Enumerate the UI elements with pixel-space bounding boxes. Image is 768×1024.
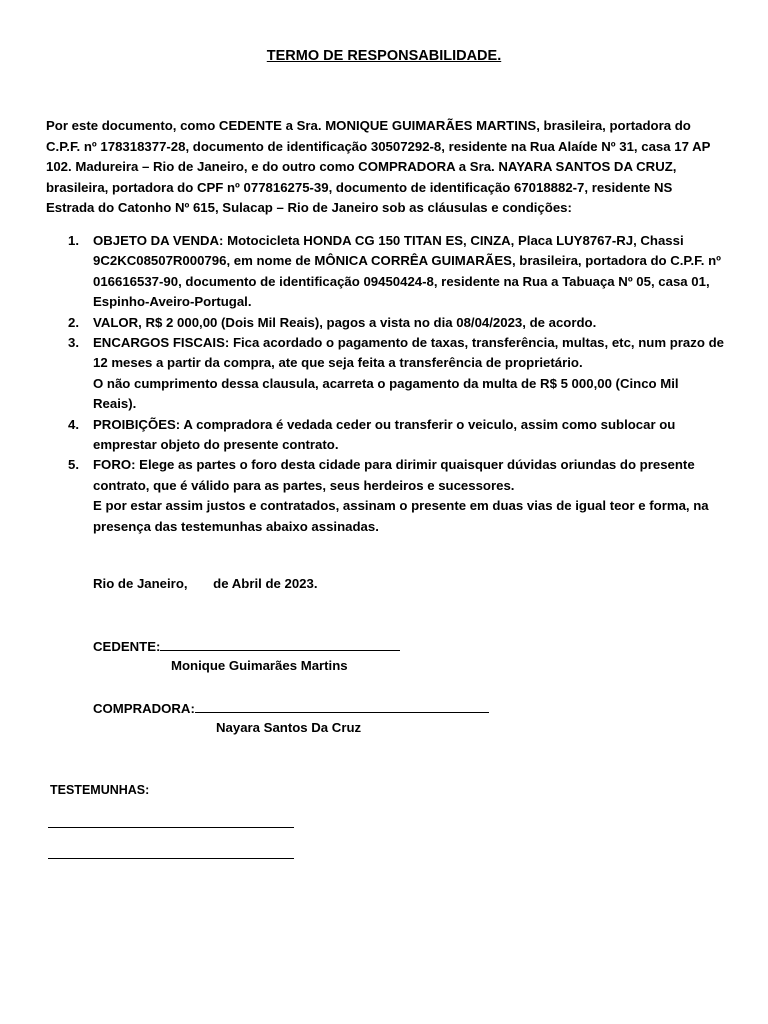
clauses-list	[46, 231, 724, 537]
clause-5	[46, 455, 724, 537]
clause-4	[46, 415, 724, 456]
clause-extra-text: O não cumprimento dessa clausula, acarreta o pagamento da multa de R$ 5 000,00 (Cinco Mil Reais).	[93, 375, 679, 412]
witnesses-label: TESTEMUNHAS:	[50, 783, 150, 797]
cedente-name: Monique Guimarães Martins	[171, 658, 348, 673]
signature-rule	[195, 700, 489, 713]
clause-text: ENCARGOS FISCAIS: Fica acordado o pagamento de taxas, transferência, multas, etc, num prazo de 12 meses a partir da compra, ate que seja feita a transferência de proprietário.	[93, 335, 724, 371]
cedente-signature-line	[93, 638, 400, 654]
witness-signature-line-2	[48, 857, 294, 859]
clause-text: OBJETO DA VENDA: Motocicleta HONDA CG 150 TITAN ES, CINZA, Placa LUY8767-RJ, Chassi 9C2KC08507R000796, em nome de MÔNICA CORRÊA GUIMARÃES, brasileira, portadora do C.P.F. nº 016616537-90, documento de identificação 09450424-8, residente na Rua a Tabuaça Nº 05, casa 01, Espinho-Aveiro-Portugal.	[93, 233, 721, 310]
place-and-date: Rio de Janeiro, de Abril de 2023.	[93, 576, 318, 591]
witness-signature-line-1	[48, 826, 294, 828]
compradora-signature-line	[93, 700, 489, 716]
signature-rule	[160, 638, 400, 651]
intro-paragraph: Por este documento, como CEDENTE a Sra. MONIQUE GUIMARÃES MARTINS, brasileira, portadora do C.P.F. nº 178318377-28, documento de identificação 30507292-8, residente na Rua Alaíde Nº 31, casa 17 AP 102. Madureira – Rio de Janeiro, e do outro como COMPRADORA a Sra. NAYARA SANTOS DA CRUZ, brasileira, portadora do CPF nº 077816275-39, documento de identificação 67018882-7, residente NS Estrada do Catonho Nº 615, Sulacap – Rio de Janeiro sob as cláusulas e condições:	[46, 118, 711, 216]
document-title: TERMO DE RESPONSABILIDADE.	[266, 48, 502, 64]
clause-number: 1.	[68, 233, 79, 248]
clause-text: PROIBIÇÕES: A compradora é vedada ceder ou transferir o veiculo, assim como sublocar ou emprestar objeto do presente contrato.	[93, 416, 676, 453]
clause-number: 2.	[68, 314, 79, 330]
clause-number: 5.	[68, 457, 79, 473]
clause-2	[46, 313, 724, 333]
compradora-name: Nayara Santos Da Cruz	[216, 720, 362, 735]
clause-number: 4.	[68, 416, 79, 432]
clause-text: FORO: Elege as partes o foro desta cidade para dirimir quaisquer dúvidas oriundas do presente contrato, que é válido para as partes, seus herdeiros e sucessores.	[93, 457, 695, 493]
clause-text: VALOR, R$ 2 000,00 (Dois Mil Reais), pagos a vista no dia 08/04/2023, de acordo.	[93, 314, 597, 330]
clause-extra-text: E por estar assim justos e contratados, assinam o presente em duas vias de igual teor e forma, na presença das testemunhas abaixo assinadas.	[93, 498, 709, 534]
cedente-label: CEDENTE:	[93, 639, 161, 654]
clause-1	[46, 231, 724, 313]
compradora-label: COMPRADORA:	[93, 701, 195, 716]
clause-number: 3.	[68, 335, 79, 351]
clause-3	[46, 333, 724, 415]
